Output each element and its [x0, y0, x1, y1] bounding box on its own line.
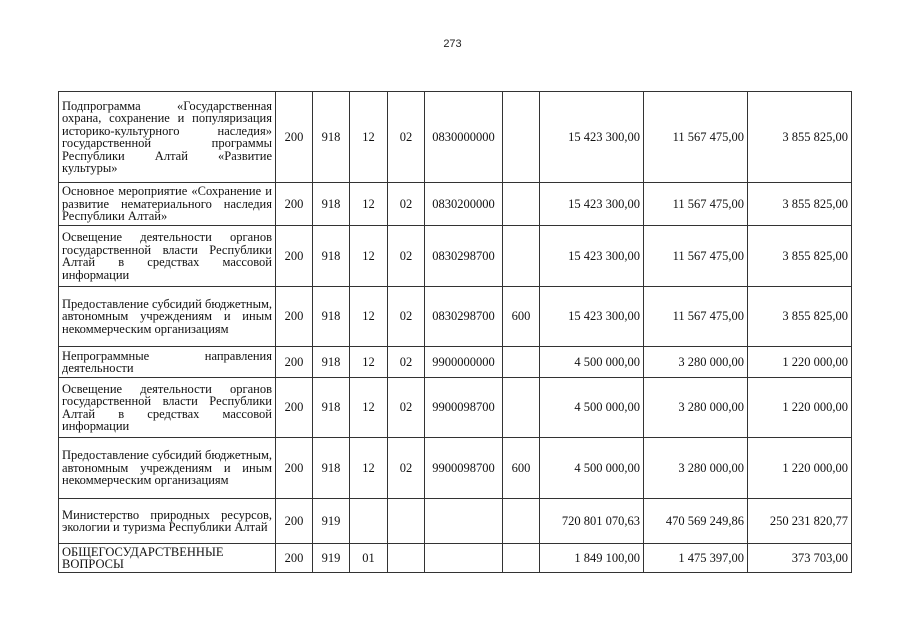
cell-amount-3: 1 220 000,00 — [748, 347, 852, 378]
cell-subsection: 02 — [388, 438, 425, 499]
cell-expense-type: 600 — [503, 438, 540, 499]
cell-amount-2: 3 280 000,00 — [644, 347, 748, 378]
cell-amount-1: 720 801 070,63 — [540, 499, 644, 544]
cell-section: 12 — [350, 92, 388, 183]
table-row — [59, 183, 852, 226]
cell-target: 0830000000 — [425, 92, 503, 183]
cell-ministry: 918 — [313, 92, 350, 183]
cell-expense-type — [503, 378, 540, 438]
cell-amount-3: 250 231 820,77 — [748, 499, 852, 544]
cell-target: 0830200000 — [425, 183, 503, 226]
cell-amount-3: 1 220 000,00 — [748, 378, 852, 438]
table-row — [59, 499, 852, 544]
cell-section: 12 — [350, 287, 388, 347]
cell-expense-type — [503, 226, 540, 287]
cell-target: 9900098700 — [425, 438, 503, 499]
cell-code: 200 — [276, 438, 313, 499]
cell-subsection: 02 — [388, 92, 425, 183]
cell-subsection: 02 — [388, 183, 425, 226]
cell-ministry: 918 — [313, 183, 350, 226]
cell-code: 200 — [276, 287, 313, 347]
cell-amount-3: 3 855 825,00 — [748, 183, 852, 226]
cell-target: 0830298700 — [425, 226, 503, 287]
table-row — [59, 438, 852, 499]
cell-target — [425, 544, 503, 573]
cell-amount-1: 4 500 000,00 — [540, 378, 644, 438]
cell-amount-3: 373 703,00 — [748, 544, 852, 573]
cell-expense-type — [503, 183, 540, 226]
cell-amount-1: 15 423 300,00 — [540, 287, 644, 347]
cell-amount-2: 3 280 000,00 — [644, 378, 748, 438]
cell-code: 200 — [276, 183, 313, 226]
table-row — [59, 347, 852, 378]
row-name: Подпрограмма «Государственная охрана, сохранение и популяризация историко-культурного наследия» государственной программы Республики Алтай «Развитие культуры» — [59, 92, 276, 183]
cell-amount-2: 1 475 397,00 — [644, 544, 748, 573]
table-row — [59, 226, 852, 287]
budget-table — [58, 91, 852, 573]
cell-amount-3: 3 855 825,00 — [748, 226, 852, 287]
cell-expense-type — [503, 347, 540, 378]
row-name: Предоставление субсидий бюджетным, автономным учреждениям и иным некоммерческим организациям — [59, 438, 276, 499]
cell-amount-1: 15 423 300,00 — [540, 92, 644, 183]
cell-target: 0830298700 — [425, 287, 503, 347]
cell-target: 9900000000 — [425, 347, 503, 378]
page-number: 273 — [443, 38, 462, 50]
row-name: Непрограммные направления деятельности — [59, 347, 276, 378]
table-row — [59, 287, 852, 347]
table-row — [59, 378, 852, 438]
cell-amount-3: 3 855 825,00 — [748, 92, 852, 183]
cell-code: 200 — [276, 544, 313, 573]
cell-ministry: 919 — [313, 499, 350, 544]
row-name: Министерство природных ресурсов, экологии и туризма Республики Алтай — [59, 499, 276, 544]
cell-amount-1: 1 849 100,00 — [540, 544, 644, 573]
cell-code: 200 — [276, 499, 313, 544]
cell-amount-1: 15 423 300,00 — [540, 226, 644, 287]
cell-section: 12 — [350, 183, 388, 226]
cell-amount-1: 15 423 300,00 — [540, 183, 644, 226]
cell-amount-2: 11 567 475,00 — [644, 183, 748, 226]
cell-subsection — [388, 544, 425, 573]
cell-subsection: 02 — [388, 287, 425, 347]
cell-amount-2: 11 567 475,00 — [644, 226, 748, 287]
cell-ministry: 918 — [313, 347, 350, 378]
cell-amount-2: 3 280 000,00 — [644, 438, 748, 499]
cell-amount-1: 4 500 000,00 — [540, 347, 644, 378]
cell-ministry: 918 — [313, 438, 350, 499]
cell-code: 200 — [276, 92, 313, 183]
table-row — [59, 544, 852, 573]
cell-expense-type — [503, 544, 540, 573]
cell-subsection: 02 — [388, 226, 425, 287]
cell-target — [425, 499, 503, 544]
row-name: Предоставление субсидий бюджетным, автономным учреждениям и иным некоммерческим организациям — [59, 287, 276, 347]
row-name: Освещение деятельности органов государственной власти Республики Алтай в средствах массовой информации — [59, 226, 276, 287]
cell-amount-3: 1 220 000,00 — [748, 438, 852, 499]
cell-section: 12 — [350, 438, 388, 499]
cell-section — [350, 499, 388, 544]
cell-section: 12 — [350, 347, 388, 378]
cell-target: 9900098700 — [425, 378, 503, 438]
cell-amount-2: 11 567 475,00 — [644, 92, 748, 183]
cell-amount-2: 11 567 475,00 — [644, 287, 748, 347]
cell-amount-2: 470 569 249,86 — [644, 499, 748, 544]
cell-ministry: 919 — [313, 544, 350, 573]
cell-expense-type — [503, 499, 540, 544]
cell-amount-1: 4 500 000,00 — [540, 438, 644, 499]
row-name: Освещение деятельности органов государственной власти Республики Алтай в средствах массовой информации — [59, 378, 276, 438]
cell-code: 200 — [276, 347, 313, 378]
cell-subsection: 02 — [388, 378, 425, 438]
cell-ministry: 918 — [313, 287, 350, 347]
cell-amount-3: 3 855 825,00 — [748, 287, 852, 347]
cell-expense-type: 600 — [503, 287, 540, 347]
cell-subsection: 02 — [388, 347, 425, 378]
table-row — [59, 92, 852, 183]
cell-section: 01 — [350, 544, 388, 573]
row-name: ОБЩЕГОСУДАРСТВЕННЫЕ ВОПРОСЫ — [59, 544, 276, 573]
cell-code: 200 — [276, 226, 313, 287]
cell-section: 12 — [350, 378, 388, 438]
cell-subsection — [388, 499, 425, 544]
cell-ministry: 918 — [313, 226, 350, 287]
cell-section: 12 — [350, 226, 388, 287]
cell-expense-type — [503, 92, 540, 183]
row-name: Основное мероприятие «Сохранение и развитие нематериального наследия Республики Алтай» — [59, 183, 276, 226]
cell-code: 200 — [276, 378, 313, 438]
cell-ministry: 918 — [313, 378, 350, 438]
